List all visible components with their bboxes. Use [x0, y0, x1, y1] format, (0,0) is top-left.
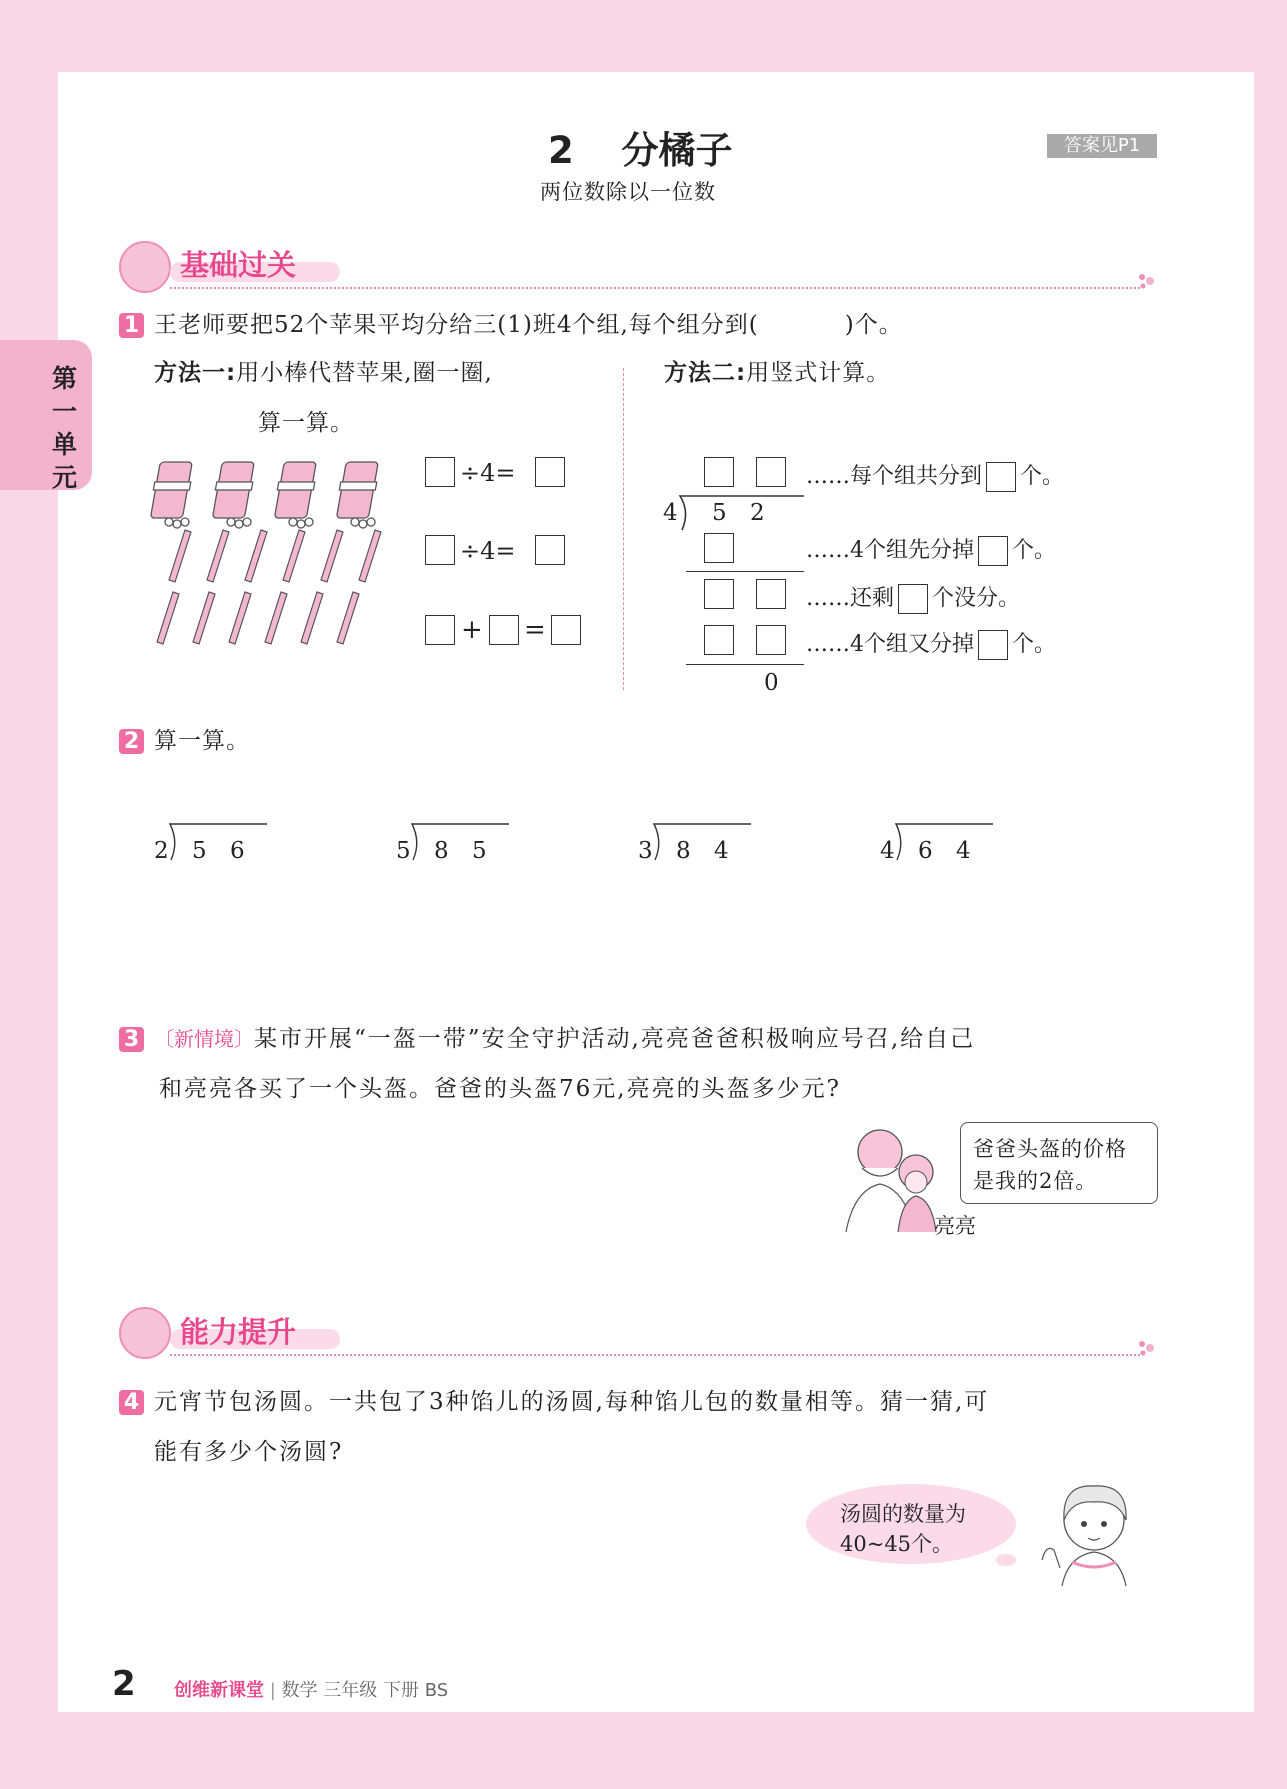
- note-per-group: ……每个组共分到 个。: [806, 459, 1064, 492]
- q2-p4-divisor: 4: [880, 838, 895, 864]
- line-2: [686, 664, 804, 665]
- q2-p1-divisor: 2: [154, 838, 169, 864]
- divisor-digit: 4: [663, 500, 678, 526]
- line-1: [686, 571, 804, 572]
- final-remainder: 0: [764, 670, 779, 696]
- answer-ref-badge: 答案见P1: [1047, 134, 1157, 158]
- note4-box[interactable]: [978, 630, 1008, 660]
- q3-line2: 和亮亮各买了一个头盔。爸爸的头盔76元,亮亮的头盔多少元?: [159, 1076, 841, 1102]
- kid-name-label: 亮亮: [934, 1214, 976, 1238]
- method2-line: 方法二:用竖式计算。: [664, 360, 891, 386]
- step2-box-b[interactable]: [756, 579, 786, 609]
- lesson-title: [548, 120, 733, 174]
- q2-badge: 2: [119, 729, 144, 754]
- footer-brand: 创维新课堂: [174, 1680, 264, 1701]
- q2-problem-4: [878, 818, 988, 862]
- eq3-box-a[interactable]: [425, 615, 455, 645]
- q3-tag: 〔新情境〕: [154, 1027, 254, 1051]
- q2-p2-dividend: 8 5: [434, 838, 495, 864]
- lesson-number: 2: [548, 129, 574, 172]
- note-remaining: ……还剩 个没分。: [806, 581, 1020, 614]
- step1-box[interactable]: [704, 533, 734, 563]
- divider-dots-icon: [1137, 271, 1157, 291]
- sticks-illustration: [145, 458, 415, 648]
- q4-thought-bubble: [806, 1484, 1016, 1564]
- quotient-box-ones[interactable]: [756, 457, 786, 487]
- step2-box-a[interactable]: [704, 579, 734, 609]
- stick-bundles: [150, 462, 378, 528]
- page-number: 2: [112, 1664, 136, 1704]
- single-sticks: [157, 530, 381, 644]
- q4-line1: 元宵节包汤圆。一共包了3种馅儿的汤圆,每种馅儿包的数量相等。猜一猜,可: [154, 1389, 990, 1415]
- eq3-box-b[interactable]: [489, 615, 519, 645]
- girl-illustration: [1032, 1480, 1150, 1590]
- eq1-box-b[interactable]: [535, 457, 565, 487]
- q4-bubble-line1: 汤圆的数量为: [840, 1502, 966, 1526]
- quotient-box-tens[interactable]: [704, 457, 734, 487]
- step3-box-b[interactable]: [756, 625, 786, 655]
- eq3-plus: +: [461, 615, 483, 645]
- method1-line: 方法一:用小棒代替苹果,圈一圈,: [154, 360, 493, 386]
- section-basic-icon: [119, 241, 171, 293]
- q2-p3-dividend: 8 4: [676, 838, 737, 864]
- q2-p1-dividend: 5 6: [192, 838, 253, 864]
- column-divider: [623, 368, 624, 690]
- q2-problem-3: [636, 818, 746, 862]
- q2-problem-2: [394, 818, 504, 862]
- lesson-name: 分橘子: [621, 129, 733, 172]
- note1-box[interactable]: [986, 462, 1016, 492]
- q2-text: 算一算。: [154, 728, 250, 754]
- bubble-tail-dot: [996, 1554, 1016, 1566]
- footer-info: 创维新课堂 | 数学 三年级 下册 BS: [174, 1680, 449, 1701]
- eq2-operator: ÷4=: [460, 537, 516, 565]
- q4-line2: 能有多少个汤圆?: [154, 1439, 344, 1465]
- method1-line2: 算一算。: [258, 410, 354, 436]
- section-basic-title: 基础过关: [180, 248, 297, 282]
- dividend-digits: 5 2: [712, 500, 773, 526]
- eq2-box-b[interactable]: [535, 535, 565, 565]
- note-second-share: ……4个组又分掉 个。: [806, 627, 1056, 660]
- divider-dots-icon-2: [1137, 1338, 1157, 1358]
- step3-box-a[interactable]: [704, 625, 734, 655]
- q2-p3-divisor: 3: [638, 838, 653, 864]
- footer-book-info: 数学 三年级 下册 BS: [281, 1680, 449, 1701]
- lesson-subtitle: 两位数除以一位数: [540, 180, 716, 204]
- q2-p2-divisor: 5: [396, 838, 411, 864]
- section-advanced-divider: [170, 1354, 1140, 1356]
- section-advanced-title: 能力提升: [180, 1315, 297, 1349]
- q3-line1: 〔新情境〕某市开展“一盔一带”安全守护活动,亮亮爸爸积极响应号召,给自己: [154, 1026, 976, 1052]
- q2-problem-1: [152, 818, 262, 862]
- q3-badge: 3: [119, 1027, 144, 1052]
- eq3-equals: =: [524, 615, 546, 645]
- q1-badge: 1: [119, 313, 144, 338]
- note3-box[interactable]: [898, 584, 928, 614]
- section-basic-divider: [170, 287, 1140, 289]
- unit-side-tab: [0, 340, 92, 490]
- q3-bubble-line1: 爸爸头盔的价格: [973, 1137, 1127, 1161]
- q3-bubble-line2: 是我的2倍。: [973, 1169, 1098, 1193]
- section-advanced-icon: [119, 1307, 171, 1359]
- q1-text: 王老师要把52个苹果平均分给三(1)班4个组,每个组分到( )个。: [154, 312, 903, 338]
- eq1-operator: ÷4=: [460, 459, 516, 487]
- note-first-share: ……4个组先分掉 个。: [806, 533, 1056, 566]
- eq3-box-c[interactable]: [551, 615, 581, 645]
- eq1-box-a[interactable]: [425, 457, 455, 487]
- note2-box[interactable]: [978, 536, 1008, 566]
- eq2-box-a[interactable]: [425, 535, 455, 565]
- q4-bubble-line2: 40~45个。: [840, 1532, 954, 1556]
- unit-label: 第一单元: [52, 364, 78, 492]
- q3-speech-bubble: [960, 1122, 1158, 1204]
- q2-p4-dividend: 6 4: [918, 838, 979, 864]
- q4-badge: 4: [119, 1390, 144, 1415]
